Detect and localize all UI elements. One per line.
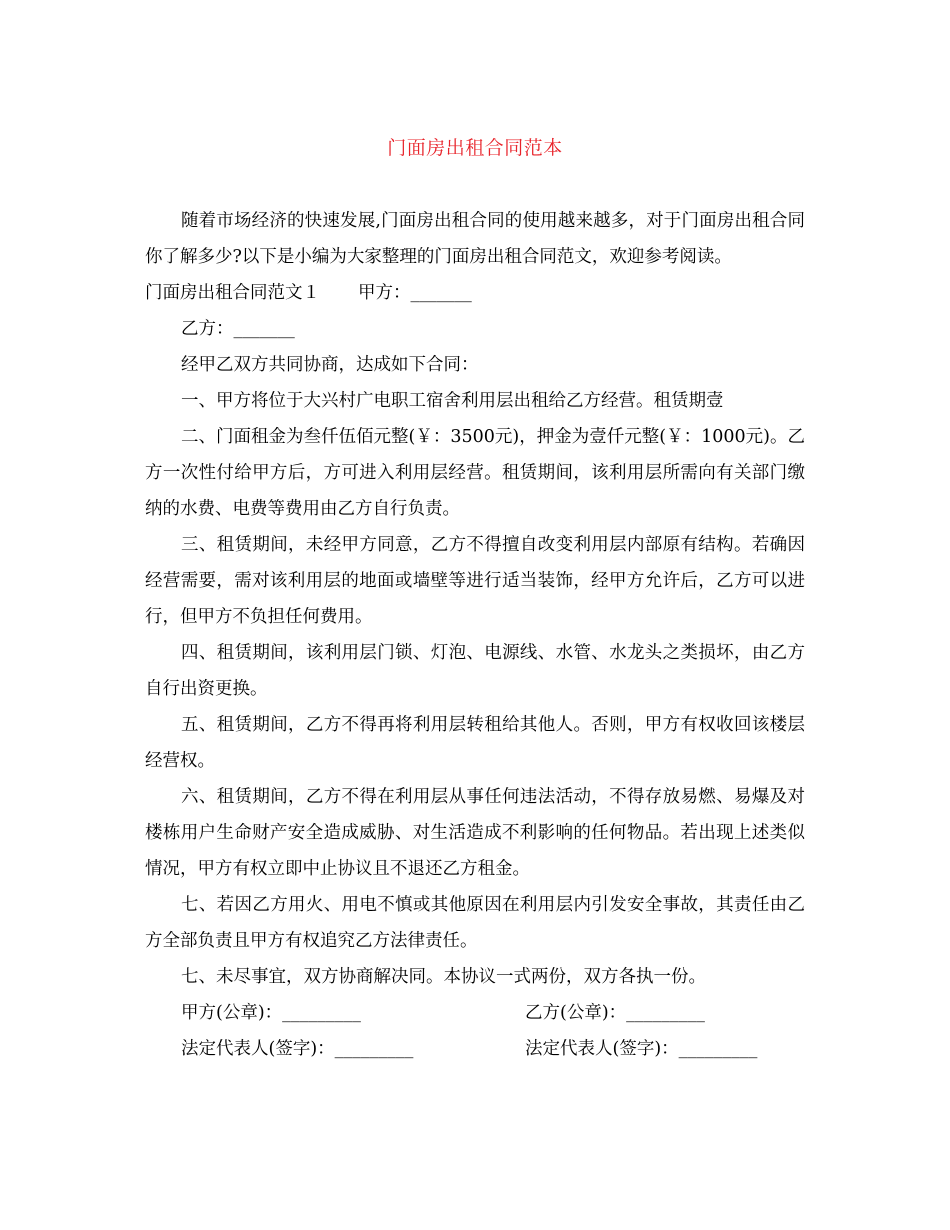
clause-1: 一、甲方将位于大兴村广电职工宿舍利用层出租给乙方经营。租赁期壹 xyxy=(181,391,724,411)
clause-6: 六、租赁期间，乙方不得在利用层从事任何违法活动，不得存放易燃、易爆及对楼栋用户生命财产安全造成威胁、对生活造成不利影响的任何物品。若出现上述类似情况，甲方有权立即中止协议且不退还乙方租金。 xyxy=(145,787,805,879)
clause-5: 五、租赁期间，乙方不得再将利用层转租给其他人。否则，甲方有权收回该楼层经营权。 xyxy=(145,715,805,771)
sample-line xyxy=(145,275,805,311)
clause-4: 四、租赁期间，该利用层门锁、灯泡、电源线、水管、水龙头之类损坏，由乙方自行出资更换。 xyxy=(145,643,805,699)
seal-row xyxy=(145,995,805,1031)
party-a-representative: 法定代表人(签字)：_________ xyxy=(181,1039,414,1059)
clause-8: 七、未尽事宜，双方协商解决同。本协议一式两份，双方各执一份。 xyxy=(181,967,706,987)
party-b-seal: 乙方(公章)：_________ xyxy=(525,1003,705,1023)
party-b-representative: 法定代表人(签字)：_________ xyxy=(525,1039,758,1059)
party-a-seal: 甲方(公章)：_________ xyxy=(181,1003,361,1023)
sample-label: 门面房出租合同范文１ xyxy=(145,283,320,303)
representative-row xyxy=(145,1031,805,1067)
document-body xyxy=(145,203,805,1067)
clause-3: 三、租赁期间，未经甲方同意，乙方不得擅自改变利用层内部原有结构。若确因经营需要，需对该利用层的地面或墙壁等进行适当装饰，经甲方允许后，乙方可以进行，但甲方不负担任何费用。 xyxy=(145,535,805,627)
document-title: 门面房出租合同范本 xyxy=(387,137,563,159)
clause-2: 二、门面租金为叁仟伍佰元整(￥：3500元)，押金为壹仟元整(￥：1000元)。乙方一次性付给甲方后，方可进入利用层经营。租赁期间，该利用层所需向有关部门缴纳的水费、电费等费用由乙方自行负责。 xyxy=(145,427,805,519)
clause-7: 七、若因乙方用火、用电不慎或其他原因在利用层内引发安全事故，其责任由乙方全部负责且甲方有权追究乙方法律责任。 xyxy=(145,895,805,951)
party-a-field: 甲方：_______ xyxy=(358,283,472,303)
preamble: 经甲乙双方共同协商，达成如下合同： xyxy=(181,355,479,375)
intro-paragraph: 随着市场经济的快速发展,门面房出租合同的使用越来越多，对于门面房出租合同你了解多少?以下是小编为大家整理的门面房出租合同范文，欢迎参考阅读。 xyxy=(145,211,805,267)
party-b-field: 乙方：_______ xyxy=(181,319,295,339)
